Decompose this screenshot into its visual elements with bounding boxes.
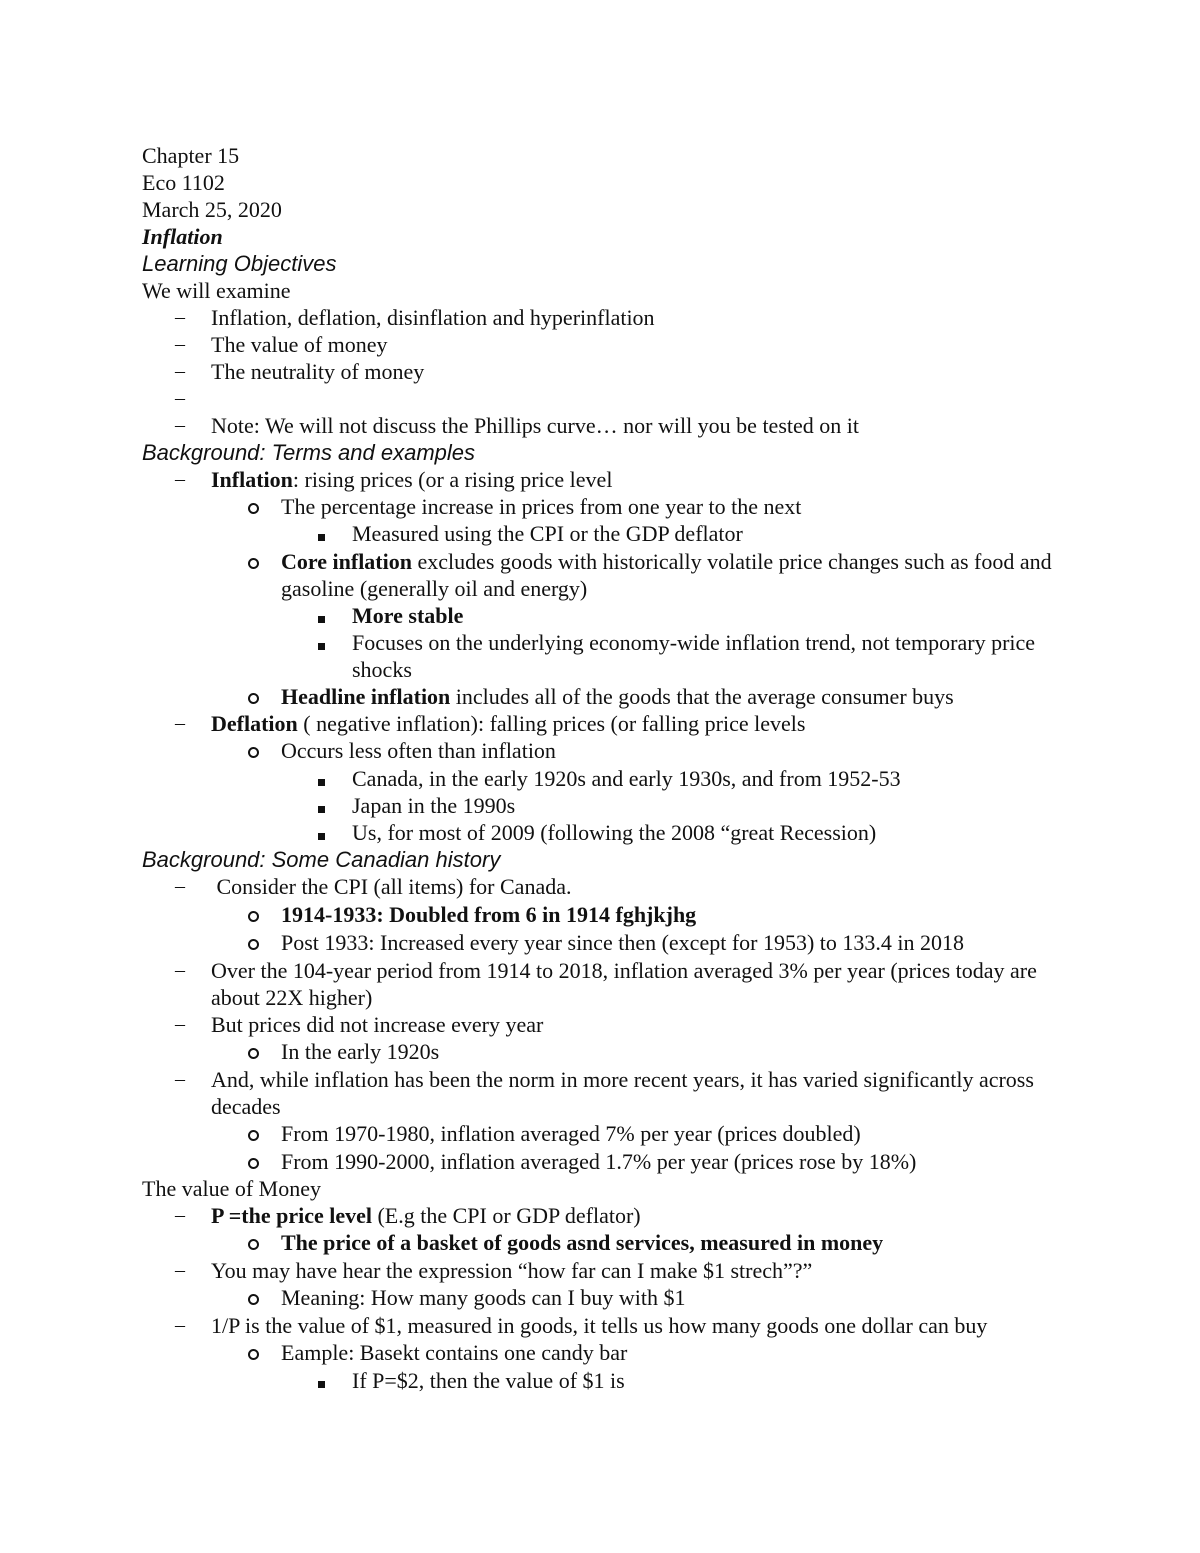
square-bullet-icon [318, 806, 325, 813]
circle-bullet-icon [248, 1130, 259, 1141]
dash-bullet: – [175, 468, 185, 490]
dash-bullet: – [175, 306, 185, 328]
document-page [142, 142, 1062, 1394]
objectives-heading: Learning Objectives [142, 251, 337, 276]
square-bullet-icon [318, 534, 325, 541]
core-inflation-item: Core inflation excludes goods with historically volatile price changes such as food and gasoline (generally oil and energy) [142, 548, 1062, 602]
objective-item: – Inflation, deflation, disinflation and hyperinflation [175, 305, 655, 330]
deflation-example: Canada, in the early 1920s and early 1930s, and from 1952-53 [142, 765, 1062, 792]
varied-item: – And, while inflation has been the norm in more recent years, it has varied significantly across decades [175, 1067, 1034, 1119]
price-level-term: P =the price level [211, 1203, 372, 1228]
headline-inflation-term: Headline inflation [281, 684, 451, 709]
inverse-item: – 1/P is the value of $1, measured in goods, it tells us how many goods one dollar can buy [175, 1313, 988, 1338]
core-point: Focuses on the underlying economy-wide inflation trend, not temporary price shocks [142, 629, 1062, 683]
circle-bullet-icon [248, 1349, 259, 1360]
stretch-subitem: Meaning: How many goods can I buy with $1 [142, 1284, 1062, 1311]
decade-item: From 1990-2000, inflation averaged 1.7% per year (prices rose by 18%) [142, 1148, 1062, 1175]
dash-bullet: – [175, 1314, 185, 1336]
not-every-year-item: – But prices did not increase every year [175, 1012, 544, 1037]
circle-bullet-icon [248, 1048, 259, 1059]
inflation-term: Inflation [211, 467, 293, 492]
chapter-line: Chapter 15 [142, 143, 240, 168]
cpi-point: 1914-1933: Doubled from 6 in 1914 fghjkjhg [142, 901, 1062, 928]
value-of-money-heading: The value of Money [142, 1176, 321, 1201]
circle-bullet-icon [248, 503, 259, 514]
headline-inflation-item: Headline inflation includes all of the goods that the average consumer buys [142, 683, 1062, 710]
example-item: Eample: Basekt contains one candy bar [142, 1339, 1062, 1366]
deflation-subitem: Occurs less often than inflation [142, 737, 1062, 764]
objective-item: – The neutrality of money [175, 359, 425, 384]
dash-bullet: – [175, 1204, 185, 1226]
square-bullet-icon [318, 643, 325, 650]
history-heading: Background: Some Canadian history [142, 847, 501, 872]
dash-bullet: – [175, 1259, 185, 1281]
square-bullet-icon [318, 616, 325, 623]
cpi-intro-item: – Consider the CPI (all items) for Canada. [175, 874, 572, 899]
dash-bullet: – [175, 1068, 185, 1090]
example-subitem: If P=$2, then the value of $1 is [142, 1367, 1062, 1394]
circle-bullet-icon [248, 558, 259, 569]
dash-bullet: – [175, 712, 185, 734]
decade-item: From 1970-1980, inflation averaged 7% per year (prices doubled) [142, 1120, 1062, 1147]
circle-bullet-icon [248, 747, 259, 758]
dash-bullet: – [175, 387, 185, 409]
dash-bullet: – [175, 959, 185, 981]
course-line: Eco 1102 [142, 170, 225, 195]
date-line: March 25, 2020 [142, 197, 282, 222]
inflation-detail: Measured using the CPI or the GDP deflator [142, 520, 1062, 547]
terms-heading: Background: Terms and examples [142, 440, 476, 465]
circle-bullet-icon [248, 911, 259, 922]
circle-bullet-icon [248, 939, 259, 950]
examine-intro: We will examine [142, 278, 291, 303]
cpi-point: Post 1933: Increased every year since then (except for 1953) to 133.4 in 2018 [142, 929, 1062, 956]
circle-bullet-icon [248, 693, 259, 704]
price-level-subitem: The price of a basket of goods asnd services, measured in money [142, 1229, 1062, 1256]
dash-bullet: – [175, 333, 185, 355]
circle-bullet-icon [248, 1158, 259, 1169]
inflation-subitem: The percentage increase in prices from one year to the next [142, 493, 1062, 520]
not-every-year-subitem: In the early 1920s [142, 1038, 1062, 1065]
stretch-item: – You may have hear the expression “how far can I make $1 strech”?” [175, 1258, 813, 1283]
core-point: More stable [142, 602, 1062, 629]
objective-item: – The value of money [175, 332, 388, 357]
deflation-term: Deflation [211, 711, 298, 736]
inflation-item: – Inflation: rising prices (or a rising price level [175, 467, 613, 492]
dash-bullet: – [175, 414, 185, 436]
deflation-item: – Deflation ( negative inflation): falling prices (or falling price levels [175, 711, 806, 736]
objective-item-note: – Note: We will not discuss the Phillips curve… nor will you be tested on it [175, 413, 859, 438]
dash-bullet: – [175, 1013, 185, 1035]
dash-bullet: – [175, 360, 185, 382]
period-summary-item: – Over the 104-year period from 1914 to 2018, inflation averaged 3% per year (prices today are about 22X higher) [175, 958, 1037, 1010]
square-bullet-icon [318, 1381, 325, 1388]
dash-bullet: – [175, 875, 185, 897]
objective-item-empty [142, 385, 1062, 412]
topic-title: Inflation [142, 224, 223, 249]
deflation-example: Us, for most of 2009 (following the 2008 “great Recession) [142, 819, 1062, 846]
square-bullet-icon [318, 779, 325, 786]
square-bullet-icon [318, 833, 325, 840]
price-level-item: – P =the price level (E.g the CPI or GDP deflator) [175, 1203, 641, 1228]
deflation-example: Japan in the 1990s [142, 792, 1062, 819]
circle-bullet-icon [248, 1294, 259, 1305]
circle-bullet-icon [248, 1239, 259, 1250]
core-inflation-term: Core inflation [281, 549, 412, 574]
